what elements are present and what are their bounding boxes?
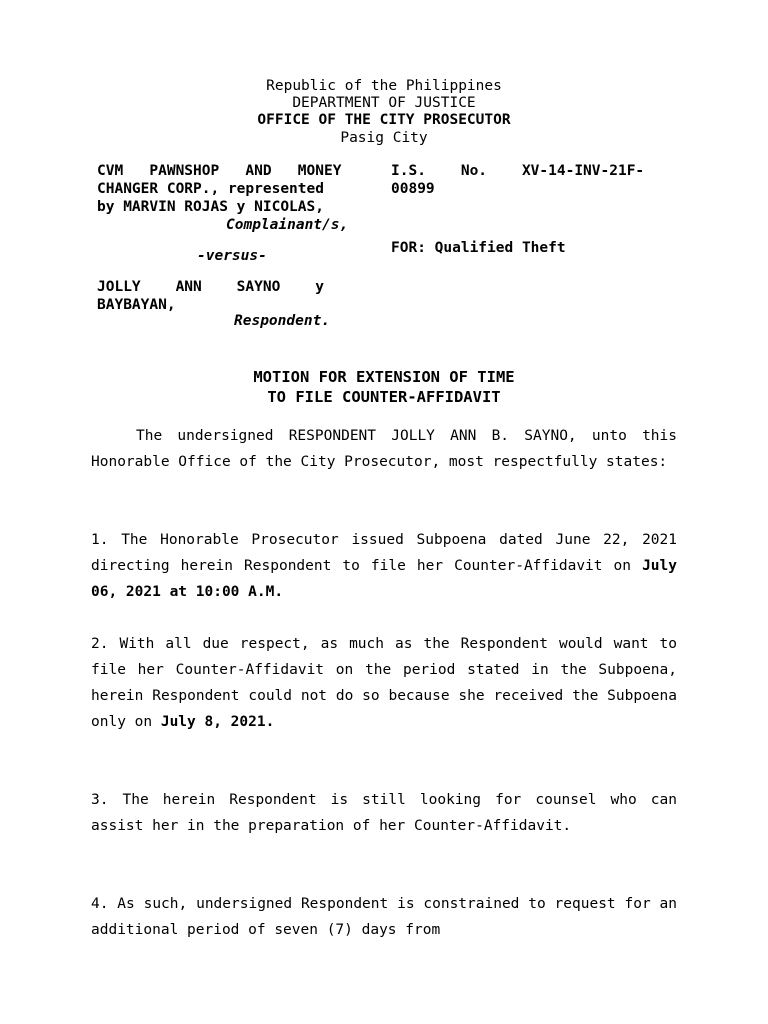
paragraph-2-text: 2. With all due respect, as much as the Respondent would want to file her Counter-Affidavit on the period stated in the Subpoena, herein Respondent could not do so because she received the Subpoena only on [91, 636, 677, 730]
header-office: OFFICE OF THE CITY PROSECUTOR [257, 112, 511, 128]
paragraph-1 [91, 527, 677, 605]
header-republic: Republic of the Philippines [266, 78, 502, 94]
motion-title-line2: TO FILE COUNTER-AFFIDAVIT [267, 388, 501, 406]
header-city: Pasig City [340, 130, 428, 146]
header-department: DEPARTMENT OF JUSTICE [292, 95, 476, 111]
paragraph-3: 3. The herein Respondent is still looking for counsel who can assist her in the preparation of her Counter-Affidavit. [91, 792, 677, 834]
complainant-name-line3: by MARVIN ROJAS y NICOLAS, [97, 199, 324, 215]
complainant-name-line1: CVM PAWNSHOP AND MONEY [97, 163, 342, 179]
paragraph-2-date: July 8, 2021. [160, 714, 275, 730]
paragraph-4: 4. As such, undersigned Respondent is constrained to request for an additional period of seven (7) days from [91, 896, 677, 938]
complainant-name-line2: CHANGER CORP., represented [97, 181, 324, 197]
respondent-name-line2: BAYBAYAN, [97, 297, 176, 313]
complainant-role: Complainant/s, [226, 217, 349, 233]
paragraph-1-date: July 06, 2021 at 10:00 A.M. [91, 558, 677, 600]
intro-paragraph: The undersigned RESPONDENT JOLLY ANN B. SAYNO, unto this Honorable Office of the City Prosecutor, most respectfully states: [91, 428, 677, 470]
offense-label: FOR: Qualified Theft [391, 240, 566, 256]
is-number-line2: 00899 [391, 181, 435, 197]
paragraph-1-text: 1. The Honorable Prosecutor issued Subpoena dated June 22, 2021 directing herein Respondent to file her Counter-Affidavit on [91, 532, 677, 574]
versus-label: -versus- [197, 248, 267, 264]
paragraph-2 [91, 631, 677, 735]
respondent-name-line1: JOLLY ANN SAYNO y [97, 279, 324, 295]
motion-title-line1: MOTION FOR EXTENSION OF TIME [253, 368, 515, 386]
is-number-line1: I.S. No. XV-14-INV-21F- [391, 163, 645, 179]
respondent-role: Respondent. [234, 313, 331, 329]
